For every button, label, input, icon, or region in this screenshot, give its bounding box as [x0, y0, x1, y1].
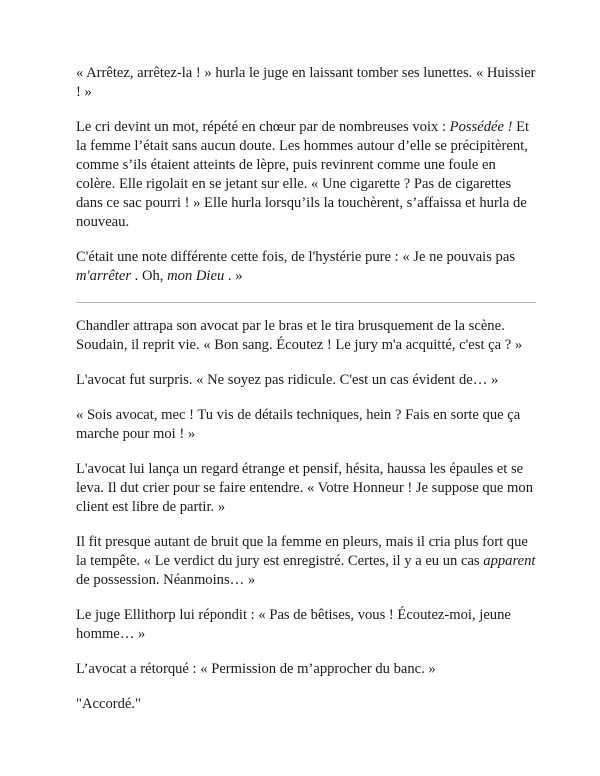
- paragraph-text: Il fit presque autant de bruit que la femme en pleurs, mais il cria plus fort que la tempête. « Le verdict du jury est enregistré. Certes, il y a eu un cas: [76, 534, 528, 569]
- paragraph: [76, 533, 536, 590]
- paragraph: [76, 371, 536, 390]
- paragraph: [76, 606, 536, 644]
- paragraph-text: L'avocat fut surpris. « Ne soyez pas ridicule. C'est un cas évident de… »: [76, 372, 499, 388]
- paragraph: [76, 64, 536, 102]
- paragraph-text: L’avocat a rétorqué : « Permission de m’approcher du banc. »: [76, 661, 436, 677]
- paragraph-text: Le cri devint un mot, répété en chœur par de nombreuses voix :: [76, 119, 450, 135]
- paragraph: [76, 695, 536, 714]
- paragraph-text: « Sois avocat, mec ! Tu vis de détails techniques, hein ? Fais en sorte que ça marche pour moi ! »: [76, 407, 521, 442]
- italic-text: Possédée !: [449, 119, 513, 135]
- paragraph: [76, 660, 536, 679]
- italic-text: apparent: [483, 553, 536, 569]
- italic-text: m'arrêter: [76, 268, 132, 284]
- paragraph: [76, 317, 536, 355]
- paragraph-text: "Accordé.": [76, 696, 141, 712]
- section-before-divider: [76, 64, 536, 286]
- paragraph-text: . »: [224, 268, 243, 284]
- paragraph-text: de possession. Néanmoins… »: [76, 572, 256, 588]
- paragraph-text: L'avocat lui lança un regard étrange et pensif, hésita, haussa les épaules et se leva. Il dut crier pour se faire entendre. « Votre Honneur ! Je suppose que mon client est libre de partir. »: [76, 461, 533, 515]
- paragraph-text: Le juge Ellithorp lui répondit : « Pas de bêtises, vous ! Écoutez-moi, jeune homme… »: [76, 607, 511, 642]
- section-divider: [76, 302, 536, 303]
- paragraph-text: Et la femme l’était sans aucun doute. Les hommes autour d’elle se précipitèrent, comme s’ils étaient atteints de lèpre, puis revinrent comme une foule en colère. Elle rigolait en se jetant sur elle. « Une cigarette ? Pas de cigarettes dans ce sac pourri ! » Elle hurla lorsqu’ils la touchèrent, s’affaissa et hurla de nouveau.: [76, 119, 530, 230]
- paragraph-text: . Oh,: [131, 268, 168, 284]
- paragraph: [76, 248, 536, 286]
- paragraph-text: C'était une note différente cette fois, de l'hystérie pure : « Je ne pouvais pas: [76, 249, 516, 265]
- section-after-divider: [76, 317, 536, 714]
- paragraph-text: Chandler attrapa son avocat par le bras et le tira brusquement de la scène. Soudain, il reprit vie. « Bon sang. Écoutez ! Le jury m'a acquitté, c'est ça ? »: [76, 318, 523, 353]
- paragraph: [76, 406, 536, 444]
- paragraph: [76, 118, 536, 232]
- paragraph-text: « Arrêtez, arrêtez-la ! » hurla le juge en laissant tomber ses lunettes. « Huissier ! »: [76, 65, 536, 100]
- paragraph: [76, 460, 536, 517]
- italic-text: mon Dieu: [167, 268, 225, 284]
- document-page: [76, 64, 536, 730]
